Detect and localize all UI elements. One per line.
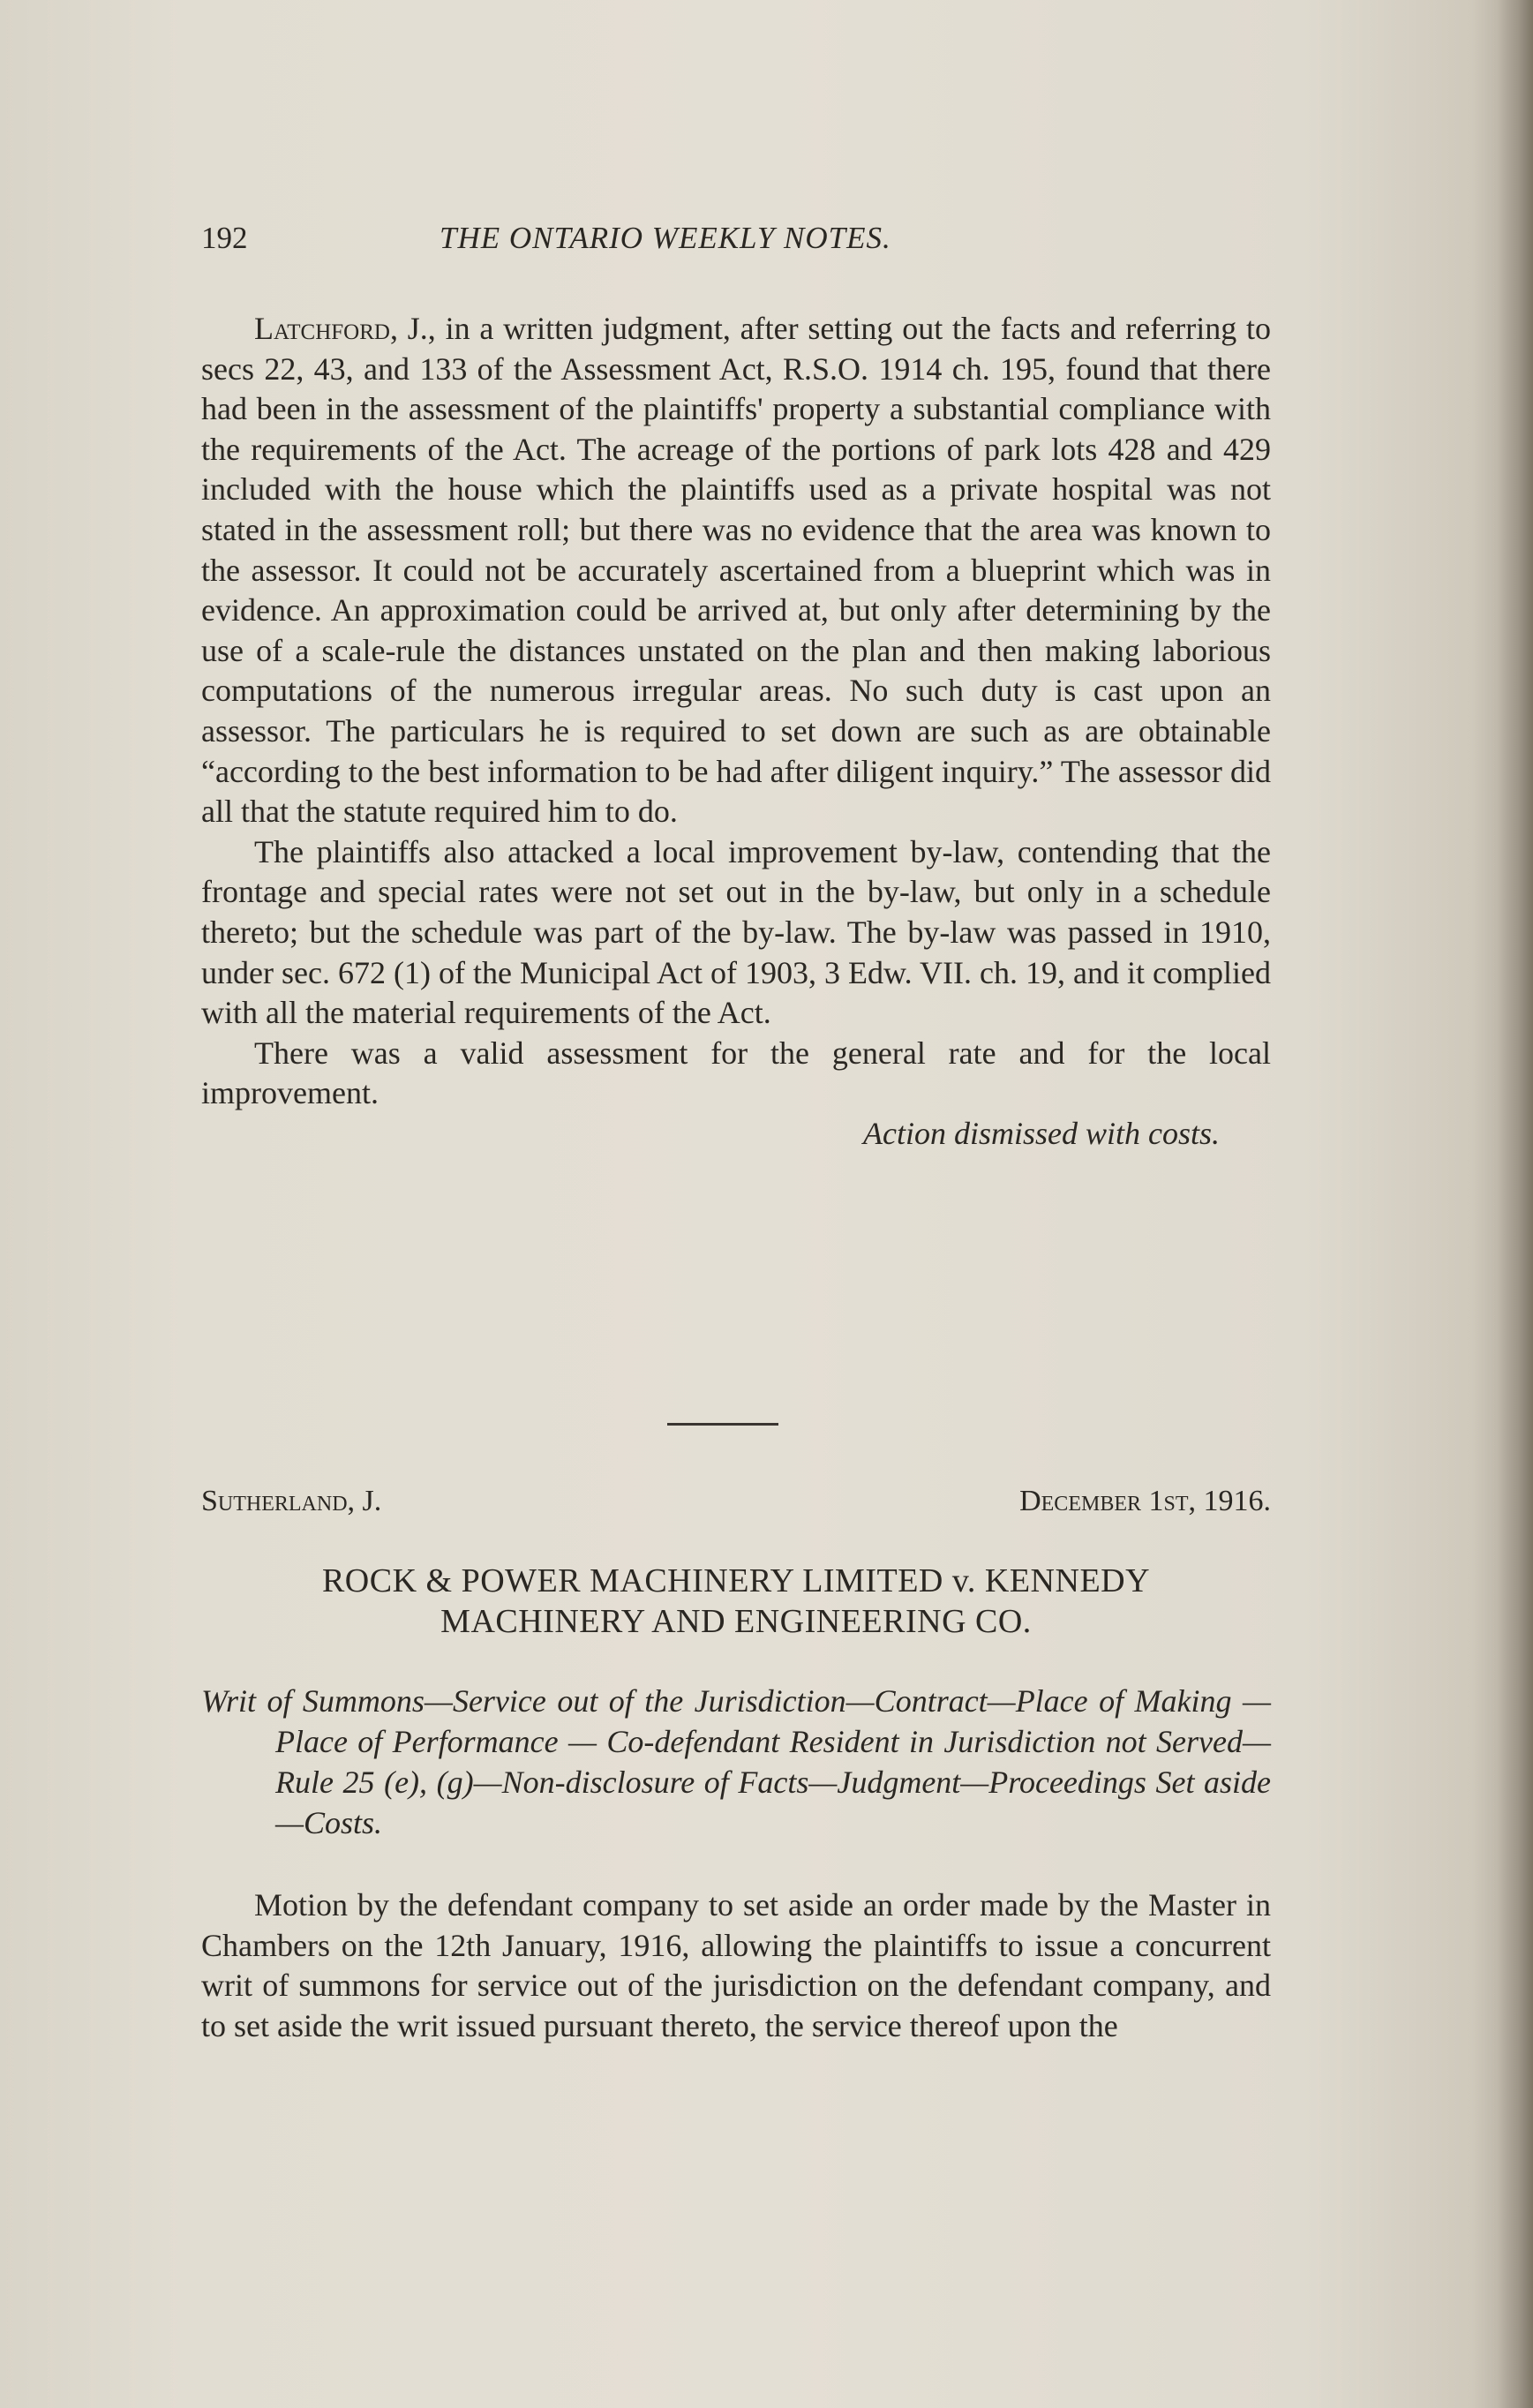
case-date: December 1st, 1916. xyxy=(1019,1485,1271,1517)
motion-paragraph: Motion by the defendant company to set aside an order made by the Master in Chambers on the 12th January, 1916, allowing the plaintiffs to issue a concurrent writ of summons for service out of the jurisdiction on the defendant company, and to set aside the writ issued pursuant thereto, the service thereof upon the xyxy=(201,1887,1271,2043)
section-divider xyxy=(667,1423,778,1426)
running-head xyxy=(201,221,1278,265)
case-judge: Sutherland, J. xyxy=(201,1485,382,1517)
judge-name: Latchford xyxy=(254,311,390,346)
headnote: Writ of Summons—Service out of the Jurisdiction—Contract—Place of Making — Place of Performance — Co-defendant Resident in Jurisdiction not Served—Rule 25 (e), (g)—Non-disclosure of Facts—Judgment—Proceedings Set aside—Costs. xyxy=(201,1683,1271,1840)
judgment-text xyxy=(201,309,1271,1154)
case-title-line-2: MACHINERY AND ENGINEERING CO. xyxy=(440,1603,1032,1640)
judgment-paragraph-2: The plaintiffs also attacked a local improvement by-law, contending that the frontage and special rates were not set out in the by-law, but only in a schedule thereto; but the schedule was part of the by-law. The by-law was passed in 1910, under sec. 672 (1) of the Municipal Act of 1903, 3 Edw. VII. ch. 19, and it complied with all the material requirements of the Act. xyxy=(201,833,1271,1031)
case-title-line-1: ROCK & POWER MACHINERY LIMITED v. KENNEDY xyxy=(321,1562,1151,1599)
page-number: 192 xyxy=(201,221,248,255)
judgment-paragraph-1-text: , J., in a written judgment, after setting out the facts and referring to secs 22, 43, and 133 of the Assessment Act, R.S.O. 1914 ch. 195, found that there had been in the assessment of the plaintiffs' property a substantial compliance with the requirements of the Act. The acreage of the portions of park lots 428 and 429 included with the house which the plaintiffs used as a private hospital was not stated in the assessment roll; but there was no evidence that the area was known to the assessor. It could not be accurately ascertained from a blueprint which was in evidence. An approximation could be arrived at, but only after determining by the use of a scale-rule the distances unstated on the plan and then making laborious computations of the numerous irregular areas. No such duty is cast upon an assessor. The particulars he is required to set down are such as are obtainable “according to the best information to be had after diligent inquiry.” The assessor did all that the statute required him to do. xyxy=(201,311,1271,830)
journal-title: THE ONTARIO WEEKLY NOTES. xyxy=(440,221,891,255)
judgment-paragraph-3: There was a valid assessment for the general rate and for the local improvement. xyxy=(201,1035,1271,1111)
judgment-paragraph-1 xyxy=(201,309,1271,832)
motion-text xyxy=(201,1885,1271,2046)
case-header xyxy=(201,1485,1271,1529)
disposition: Action dismissed with costs. xyxy=(863,1115,1220,1151)
page-edge-shadow xyxy=(1498,0,1533,2408)
case-title xyxy=(201,1561,1271,1642)
